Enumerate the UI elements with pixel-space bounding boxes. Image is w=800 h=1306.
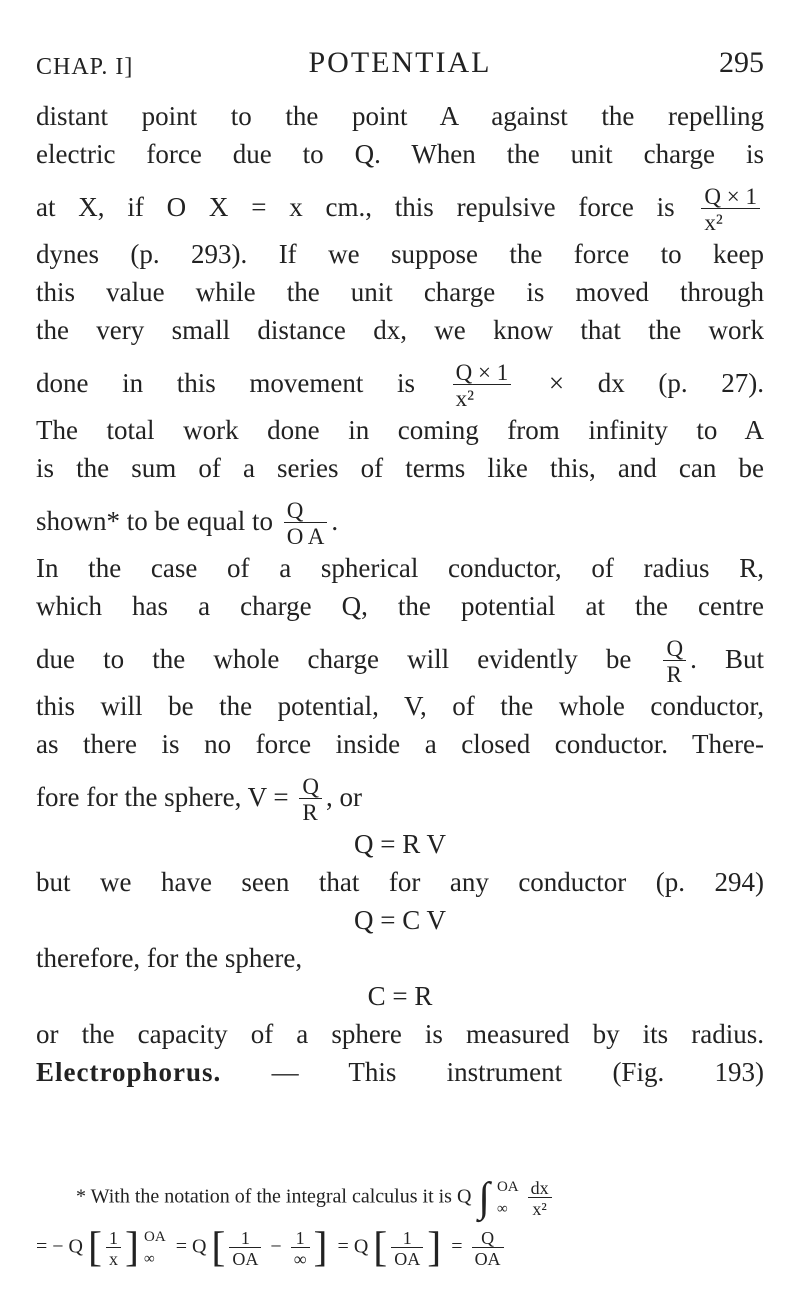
term-3-fraction <box>391 1229 423 1268</box>
equation-c-r: C = R <box>367 981 433 1011</box>
term-1-limits <box>144 1226 166 1270</box>
p2-line-2: which has a charge Q, the potential at the centre <box>36 591 764 621</box>
bracket-open: [ <box>211 1225 226 1271</box>
section-electrophorus <box>36 1053 764 1091</box>
footnote <box>36 1176 764 1270</box>
term-4-sign: = <box>451 1235 463 1258</box>
p2-line-4: this will be the potential, V, of the whole conductor, <box>36 691 764 721</box>
p2-line-5: as there is no force inside a closed conductor. There- <box>36 729 764 759</box>
integral-limits <box>497 1176 519 1220</box>
p1-line-9: is the sum of a series of terms like this, and can be <box>36 453 764 483</box>
p1-line-3 <box>36 173 764 235</box>
fraction-numerator: 1 <box>391 1229 423 1248</box>
p2-line-7: but we have seen that for any conductor (p. 294) <box>36 867 764 897</box>
fraction-denominator: R <box>666 662 682 688</box>
running-title: POTENTIAL <box>308 46 492 79</box>
fraction-numerator: 1 <box>106 1229 121 1248</box>
p1-line-4: dynes (p. 293). If we suppose the force to keep <box>36 239 764 269</box>
fraction-denominator: OA <box>394 1248 421 1269</box>
p2-line-6 <box>36 763 764 825</box>
p2-line-9: or the capacity of a sphere is measured by its radius. <box>36 1019 764 1049</box>
chapter-label: CHAP. I] <box>36 54 134 80</box>
page-number: 295 <box>719 46 764 79</box>
fraction-numerator: Q × 1 <box>701 185 760 209</box>
fraction-work <box>453 361 512 410</box>
fraction-total-work <box>284 499 328 548</box>
p2-line-8: therefore, for the sphere, <box>36 943 303 973</box>
term-1-fraction <box>106 1229 121 1268</box>
p1-line-7-text: done in this movement is <box>36 368 416 398</box>
p1-line-8: The total work done in coming from infinity to A <box>36 415 764 445</box>
footnote-q: Q <box>456 1185 472 1208</box>
fraction-denominator: x² <box>455 386 475 412</box>
fraction-sphere-potential <box>299 775 322 824</box>
term-2a-fraction <box>229 1229 261 1268</box>
p1-line-5: this value while the unit charge is moved through <box>36 277 764 307</box>
body-text <box>36 97 764 1091</box>
term-3-sign: = Q <box>337 1235 369 1258</box>
fraction-denominator: x <box>109 1248 119 1269</box>
term-2b-fraction <box>291 1229 310 1268</box>
p2-line-3-text: due to the whole charge will evidently be <box>36 644 632 674</box>
bracket-open: [ <box>373 1225 388 1271</box>
upper-limit: OA <box>496 1179 519 1195</box>
lower-limit: ∞ <box>496 1201 508 1217</box>
fraction-numerator: Q <box>299 775 322 799</box>
integrand <box>528 1179 552 1218</box>
p2-line-3-tail: . But <box>690 644 765 674</box>
minus-sign: − <box>270 1235 282 1258</box>
fraction-numerator: Q <box>472 1229 504 1248</box>
equation-q-rv: Q = R V <box>354 829 446 859</box>
equation-q-cv: Q = C V <box>354 905 446 935</box>
p2-line-6-text: fore for the sphere, V = <box>36 782 289 812</box>
p1-line-2: electric force due to Q. When the unit charge is <box>36 139 764 169</box>
p1-line-10 <box>36 487 764 549</box>
p1-line-1: distant point to the point A against the repelling <box>36 101 764 131</box>
p2-line-3 <box>36 625 764 687</box>
bracket-close: ] <box>125 1225 140 1271</box>
p2-line-1: In the case of a spherical conductor, of radius R, <box>36 553 764 583</box>
p1-line-6: the very small distance dx, we know that the work <box>36 315 764 345</box>
p1-line-7 <box>36 349 764 411</box>
fraction-denominator: R <box>302 800 318 826</box>
section-text: — This instrument (Fig. 193) <box>271 1057 764 1087</box>
footnote-line-1 <box>36 1176 764 1220</box>
footnote-intro: * With the notation of the integral calculus it is <box>76 1185 452 1208</box>
upper-limit: OA <box>144 1229 166 1245</box>
p1-line-10-tail: . <box>331 506 339 536</box>
fraction-denominator: OA <box>474 1248 501 1269</box>
fraction-denominator: x² <box>532 1198 547 1219</box>
fraction-numerator: 1 <box>229 1229 261 1248</box>
term-1-sign: = − Q <box>36 1235 84 1258</box>
fraction-numerator: Q <box>284 499 328 523</box>
bracket-close: ] <box>313 1225 328 1271</box>
fraction-denominator: ∞ <box>293 1248 307 1269</box>
bracket-close: ] <box>427 1225 442 1271</box>
running-head <box>36 46 764 80</box>
footnote-line-2 <box>36 1226 764 1270</box>
fraction-numerator: 1 <box>291 1229 310 1248</box>
p1-line-7-tail: × dx (p. 27). <box>548 368 765 398</box>
fraction-centre-potential <box>663 637 686 686</box>
bracket-open: [ <box>88 1225 103 1271</box>
p2-line-6-tail: , or <box>326 782 363 812</box>
fraction-numerator: Q <box>663 637 686 661</box>
p1-line-10-text: shown* to be equal to <box>36 506 273 536</box>
fraction-numerator: Q × 1 <box>453 361 512 385</box>
term-4-fraction <box>472 1229 504 1268</box>
p1-line-3-text: at X, if O X = x cm., this repulsive force is <box>36 192 675 222</box>
lower-limit: ∞ <box>144 1251 155 1267</box>
fraction-numerator: dx <box>528 1179 552 1198</box>
term-2-sign: = Q <box>175 1235 207 1258</box>
fraction-denominator: OA <box>232 1248 259 1269</box>
fraction-denominator: O A <box>286 524 325 550</box>
fraction-denominator: x² <box>704 210 723 236</box>
section-heading: Electrophorus. <box>36 1057 222 1087</box>
integral-sign: ∫ <box>478 1175 490 1221</box>
fraction-force <box>701 185 760 234</box>
